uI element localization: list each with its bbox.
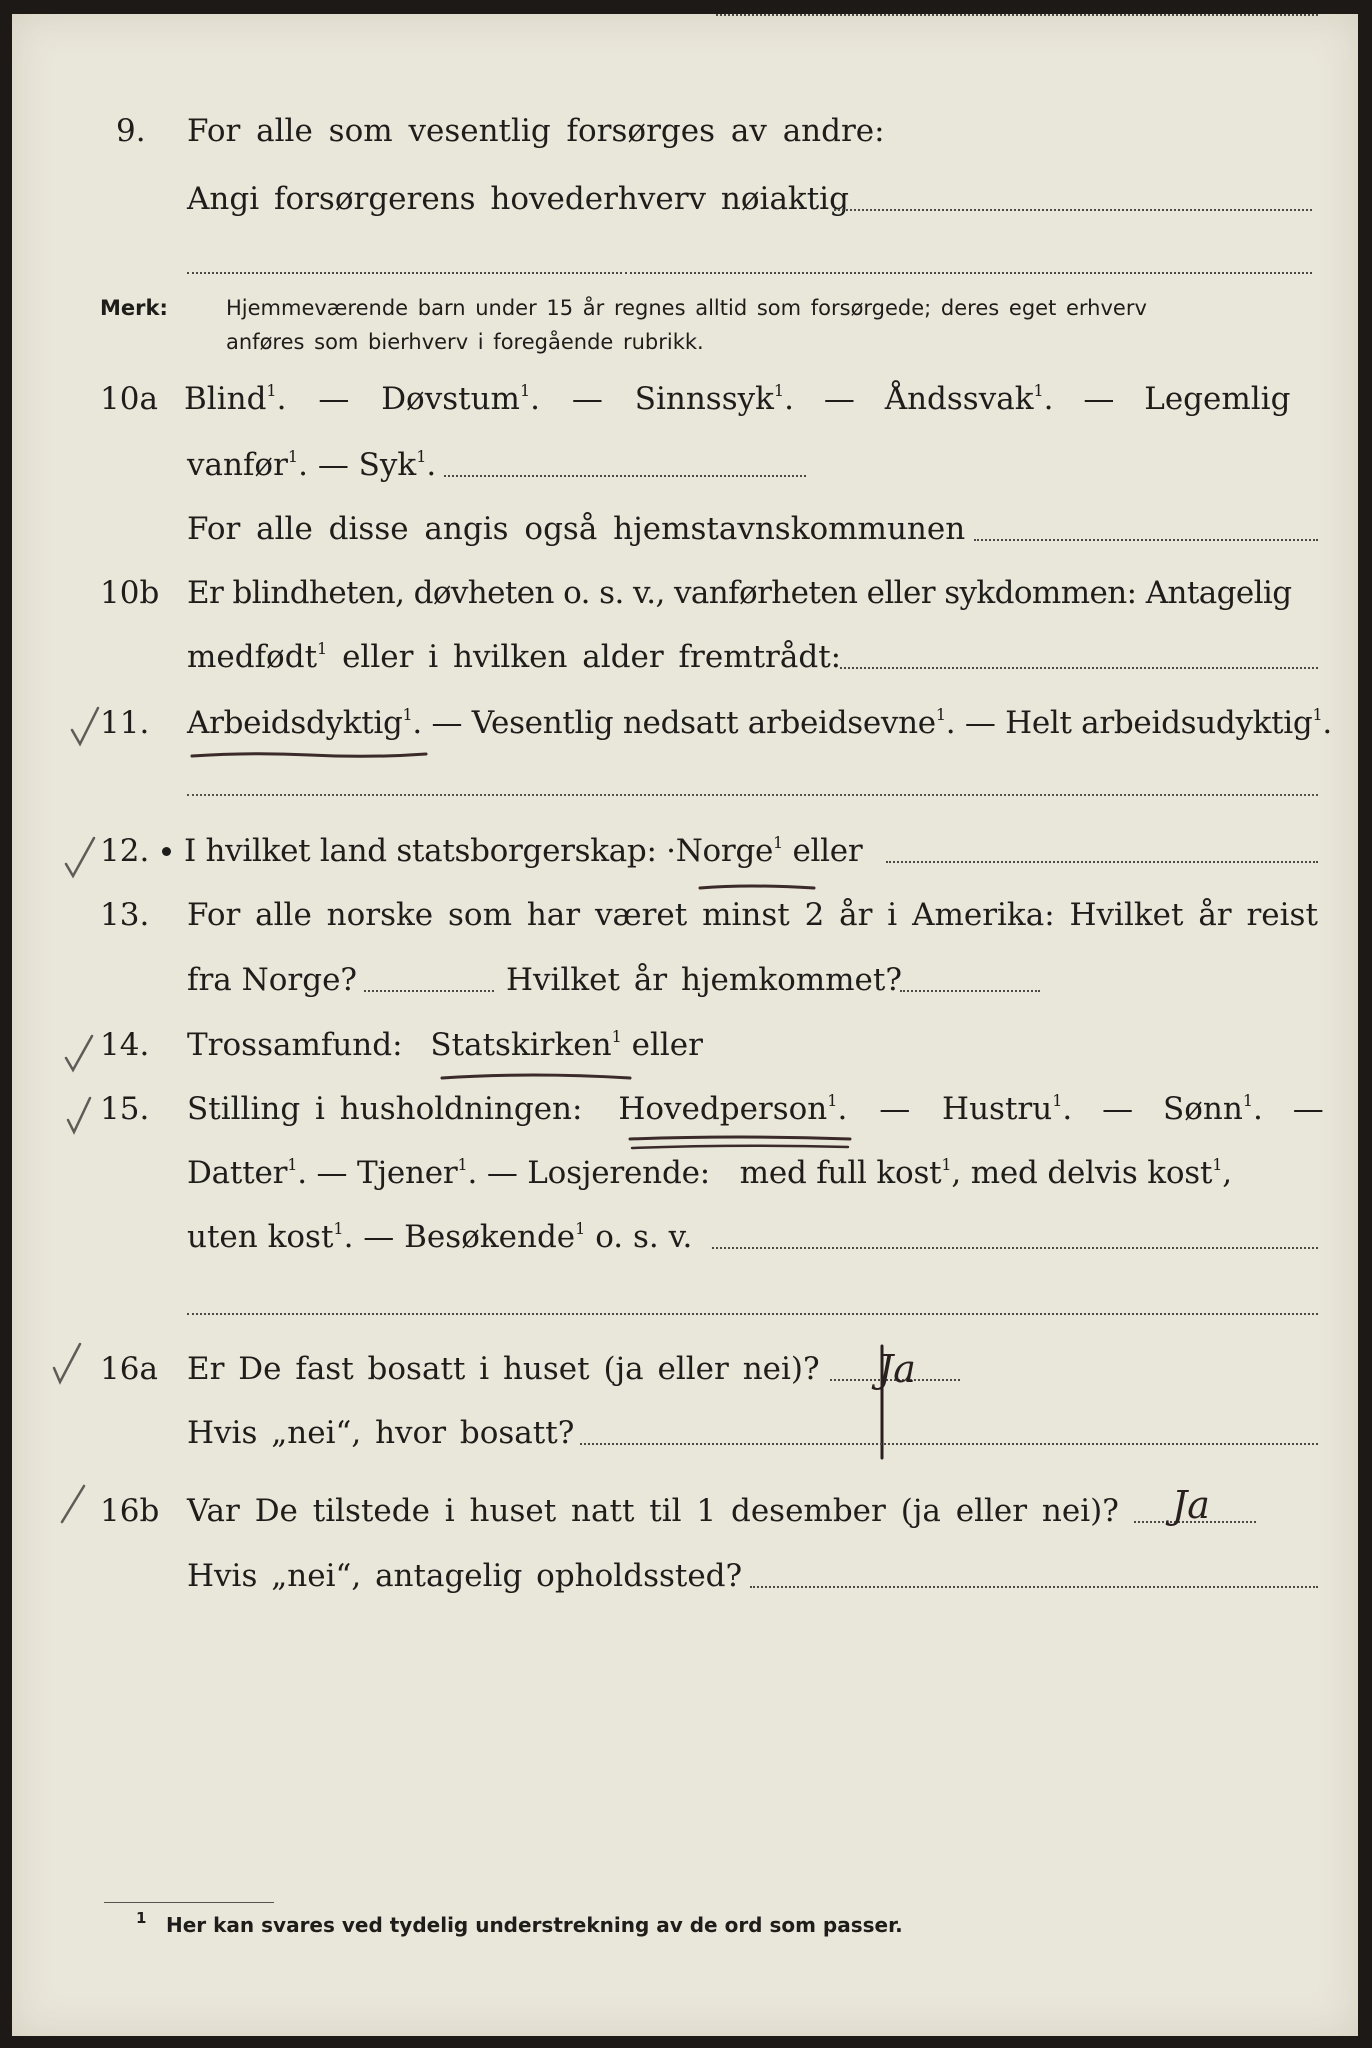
bullet-dot bbox=[162, 847, 171, 856]
q12-number: 12. bbox=[100, 833, 150, 869]
option-statskirken[interactable]: Statskirken bbox=[430, 1027, 612, 1063]
q13-line2b: Hvilket år hjemkommet? bbox=[506, 962, 902, 998]
ink-double-underline-hovedperson bbox=[628, 1134, 854, 1154]
q16b-handwritten-answer: Ja bbox=[1172, 1483, 1210, 1527]
q11-number: 11. bbox=[100, 705, 150, 741]
q15-line2: Datter$^1$. — Tjener$^1$. — Losjerende: med full kost$^1$, med delvis kost$^1$, bbox=[187, 1155, 1232, 1191]
option-med-delvis-kost[interactable]: med delvis kost bbox=[970, 1155, 1213, 1191]
q9-line1: For alle som vesentlig forsørges av andre: bbox=[187, 113, 885, 149]
q10b-answer-line[interactable] bbox=[840, 667, 1318, 669]
option-hovedperson[interactable]: Hovedperson bbox=[618, 1091, 828, 1127]
q13-number: 13. bbox=[100, 897, 150, 933]
pencil-check-icon bbox=[62, 834, 98, 880]
q15-line3: uten kost$^1$. — Besøkende$^1$ o. s. v. bbox=[187, 1219, 693, 1255]
census-form-page bbox=[12, 14, 1358, 2036]
pencil-check-icon bbox=[68, 704, 102, 748]
option-besokende[interactable]: Besøkende bbox=[404, 1219, 576, 1255]
q9-number: 9. bbox=[116, 113, 146, 149]
q10b-number: 10b bbox=[100, 575, 160, 611]
q10a-number: 10a bbox=[100, 381, 158, 417]
option-arbeidsdyktig[interactable]: Arbeidsdyktig bbox=[187, 705, 403, 741]
q12-line: I hvilket land statsborgerskap: ·Norge$^1$ eller bbox=[184, 833, 863, 869]
ink-underline-norge bbox=[698, 882, 818, 896]
footnote-text: Her kan svares ved tydelig understrekning av de ord som passer. bbox=[166, 1913, 903, 1937]
q16b-line2: Hvis „nei“, antagelig opholdssted? bbox=[187, 1558, 743, 1594]
footnote-mark: 1 bbox=[136, 1909, 147, 1927]
q16b-number: 16b bbox=[100, 1493, 160, 1529]
q16a-number: 16a bbox=[100, 1351, 158, 1387]
option-legemlig[interactable]: Legemlig bbox=[1144, 381, 1291, 417]
q15-line1: Stilling i husholdningen: Hovedperson$^1$. — Hustru$^1$. — Sønn$^1$. — bbox=[187, 1091, 1324, 1127]
q16a-handwritten-answer: Ja bbox=[878, 1347, 916, 1391]
q13-reist-line[interactable] bbox=[364, 990, 494, 992]
q11-answer-line[interactable] bbox=[187, 794, 1318, 796]
q10b-line2: medfødt$^1$ eller i hvilken alder fremtrådt: bbox=[187, 639, 842, 675]
q16a-line2: Hvis „nei“, hvor bosatt? bbox=[187, 1415, 575, 1451]
pencil-check-icon bbox=[50, 1340, 84, 1386]
q15-answer-line[interactable] bbox=[712, 1247, 1318, 1249]
q13-line1: For alle norske som har været minst 2 år i Amerika: Hvilket år reist bbox=[187, 897, 1318, 933]
q10a-answer-line[interactable] bbox=[444, 475, 806, 477]
option-sonn[interactable]: Sønn bbox=[1162, 1091, 1243, 1127]
merk-line1: Hjemmeværende barn under 15 år regnes alltid som forsørgede; deres eget erhverv bbox=[226, 296, 1147, 320]
ink-underline-statskirken bbox=[440, 1070, 634, 1084]
option-syk[interactable]: Syk bbox=[358, 447, 417, 483]
option-vanfor[interactable]: vanfør bbox=[187, 447, 288, 483]
q10b-line1: Er blindheten, døvheten o. s. v., vanførheten eller sykdommen: Antagelig bbox=[187, 575, 1292, 611]
q14-line: Trossamfund: Statskirken$^1$ eller bbox=[187, 1027, 703, 1063]
option-andssvak[interactable]: Åndssvak bbox=[884, 381, 1034, 417]
q13-line2a: fra Norge? bbox=[187, 962, 358, 998]
option-norge[interactable]: Norge bbox=[675, 833, 774, 869]
q16a-bosatt-line[interactable] bbox=[580, 1443, 1318, 1445]
q15-number: 15. bbox=[100, 1091, 150, 1127]
option-uten-kost[interactable]: uten kost bbox=[187, 1219, 334, 1255]
q9-answer-line-2a[interactable] bbox=[187, 272, 622, 274]
option-sinnssyk[interactable]: Sinnssyk bbox=[634, 381, 774, 417]
q10a-line3: For alle disse angis også hjemstavnskommunen bbox=[187, 511, 966, 547]
q16b-line1: Var De tilstede i huset natt til 1 desember (ja eller nei)? bbox=[187, 1493, 1119, 1529]
q10a-line1: Blind$^1$. — Døvstum$^1$. — Sinnssyk$^1$. — Åndssvak$^1$. — Legemlig bbox=[184, 381, 1291, 417]
q16b-opholdssted-line[interactable] bbox=[750, 1586, 1318, 1588]
pencil-check-icon bbox=[58, 1482, 88, 1528]
q9-line2: Angi forsørgerens hovederhverv nøiaktig bbox=[187, 181, 849, 217]
option-dovstum[interactable]: Døvstum bbox=[381, 381, 520, 417]
q16a-line1: Er De fast bosatt i huset (ja eller nei)? bbox=[187, 1351, 820, 1387]
q10a-hjemstavn-line[interactable] bbox=[974, 539, 1318, 541]
q11-line: Arbeidsdyktig$^1$. — Vesentlig nedsatt arbeidsevne$^1$. — Helt arbeidsudyktig$^1$. bbox=[187, 705, 1332, 741]
merk-line2: anføres som bierhverv i foregående rubrikk. bbox=[226, 330, 704, 354]
q14-number: 14. bbox=[100, 1027, 150, 1063]
footnote-rule bbox=[104, 1902, 274, 1903]
pencil-check-icon bbox=[62, 1032, 96, 1074]
q15-answer-line-2[interactable] bbox=[187, 1313, 1318, 1315]
ink-underline-arbeidsdyktig bbox=[190, 748, 428, 762]
option-hustru[interactable]: Hustru bbox=[942, 1091, 1053, 1127]
pencil-check-icon bbox=[64, 1094, 94, 1136]
q10a-line2: vanfør$^1$. — Syk$^1$. bbox=[187, 447, 437, 483]
q12-answer-line[interactable] bbox=[886, 861, 1318, 863]
merk-label: Merk: bbox=[100, 296, 168, 320]
option-tjener[interactable]: Tjener bbox=[356, 1155, 458, 1191]
q9-answer-line-2b[interactable] bbox=[625, 272, 1312, 274]
option-blind[interactable]: Blind bbox=[184, 381, 267, 417]
q13-hjemkommet-line[interactable] bbox=[900, 990, 1040, 992]
q14-answer-line[interactable] bbox=[716, 14, 1318, 16]
option-med-full-kost[interactable]: med full kost bbox=[739, 1155, 942, 1191]
option-datter[interactable]: Datter bbox=[187, 1155, 288, 1191]
q9-answer-line[interactable] bbox=[834, 209, 1312, 211]
